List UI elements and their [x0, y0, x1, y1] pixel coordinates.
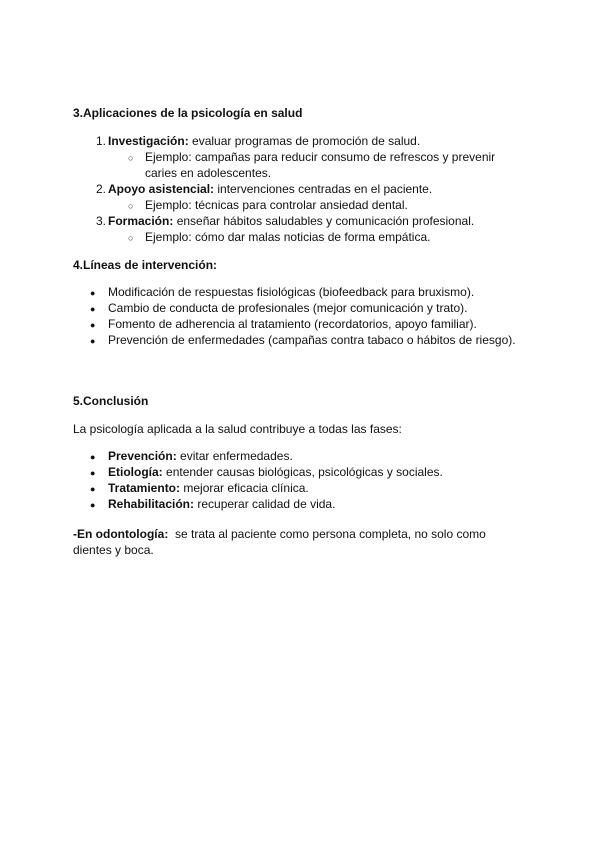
item-text	[108, 133, 420, 149]
bullet-text: Cambio de conducta de profesionales (mejor comunicación y trato).	[108, 301, 468, 315]
circle-bullet-icon: ○	[128, 201, 134, 211]
bullet-icon: ●	[90, 500, 96, 510]
bullet-description: recuperar calidad de vida.	[197, 497, 336, 511]
sub-item-text: Ejemplo: técnicas para controlar ansiedad dental.	[145, 198, 408, 212]
sub-item-text: Ejemplo: campañas para reducir consumo de refrescos y prevenir	[145, 150, 496, 164]
bullet-text	[108, 496, 335, 512]
circle-bullet-icon: ○	[128, 233, 134, 243]
bullet-description: mejorar eficacia clínica.	[183, 481, 309, 495]
bullet-text	[108, 464, 443, 480]
item-description: enseñar hábitos saludables y comunicación profesional.	[176, 214, 475, 228]
bullet-text	[108, 448, 293, 464]
closing-text: se trata al paciente como persona completa, no solo como dientes y boca.	[73, 527, 486, 557]
bullet-icon: ●	[90, 304, 96, 314]
bullet-icon: ●	[90, 452, 96, 462]
bullet-text: Prevención de enfermedades (campañas contra tabaco o hábitos de riesgo).	[108, 333, 516, 347]
bullet-text: Modificación de respuestas fisiológicas (biofeedback para bruxismo).	[108, 285, 475, 299]
section-5-intro: La psicología aplicada a la salud contribuye a todas las fases:	[73, 422, 402, 436]
bullet-text	[108, 480, 309, 496]
section-4-title: 4.Líneas de intervención:	[73, 258, 218, 272]
bullet-icon: ●	[90, 288, 96, 298]
item-description: evaluar programas de promoción de salud.	[192, 134, 421, 148]
item-label: Formación:	[108, 214, 174, 228]
bullet-icon: ●	[90, 484, 96, 494]
item-label: Investigación:	[108, 134, 189, 148]
section-5-title: 5.Conclusión	[73, 394, 149, 408]
bullet-icon: ●	[90, 336, 96, 346]
sub-item-text: Ejemplo: cómo dar malas noticias de forma empática.	[145, 230, 431, 244]
item-description: intervenciones centradas en el paciente.	[217, 182, 433, 196]
bullet-label: Rehabilitación:	[108, 497, 195, 511]
sub-item-text-continued: caries en adolescentes.	[145, 166, 272, 180]
bullet-description: evitar enfermedades.	[180, 449, 293, 463]
bullet-label: Prevención:	[108, 449, 177, 463]
closing-paragraph	[73, 526, 513, 558]
item-text	[108, 213, 474, 229]
item-number: 2.	[95, 182, 106, 196]
item-text	[108, 181, 432, 197]
item-label: Apoyo asistencial:	[108, 182, 215, 196]
section-3-title: 3.Aplicaciones de la psicología en salud	[73, 106, 303, 120]
bullet-label: Tratamiento:	[108, 481, 181, 495]
bullet-label: Etiología:	[108, 465, 163, 479]
item-number: 1.	[95, 134, 106, 148]
bullet-description: entender causas biológicas, psicológicas y sociales.	[166, 465, 443, 479]
closing-label: -En odontología:	[73, 527, 169, 541]
bullet-text: Fomento de adherencia al tratamiento (recordatorios, apoyo familiar).	[108, 317, 477, 331]
bullet-icon: ●	[90, 320, 96, 330]
item-number: 3.	[95, 214, 106, 228]
bullet-icon: ●	[90, 468, 96, 478]
circle-bullet-icon: ○	[128, 153, 134, 163]
